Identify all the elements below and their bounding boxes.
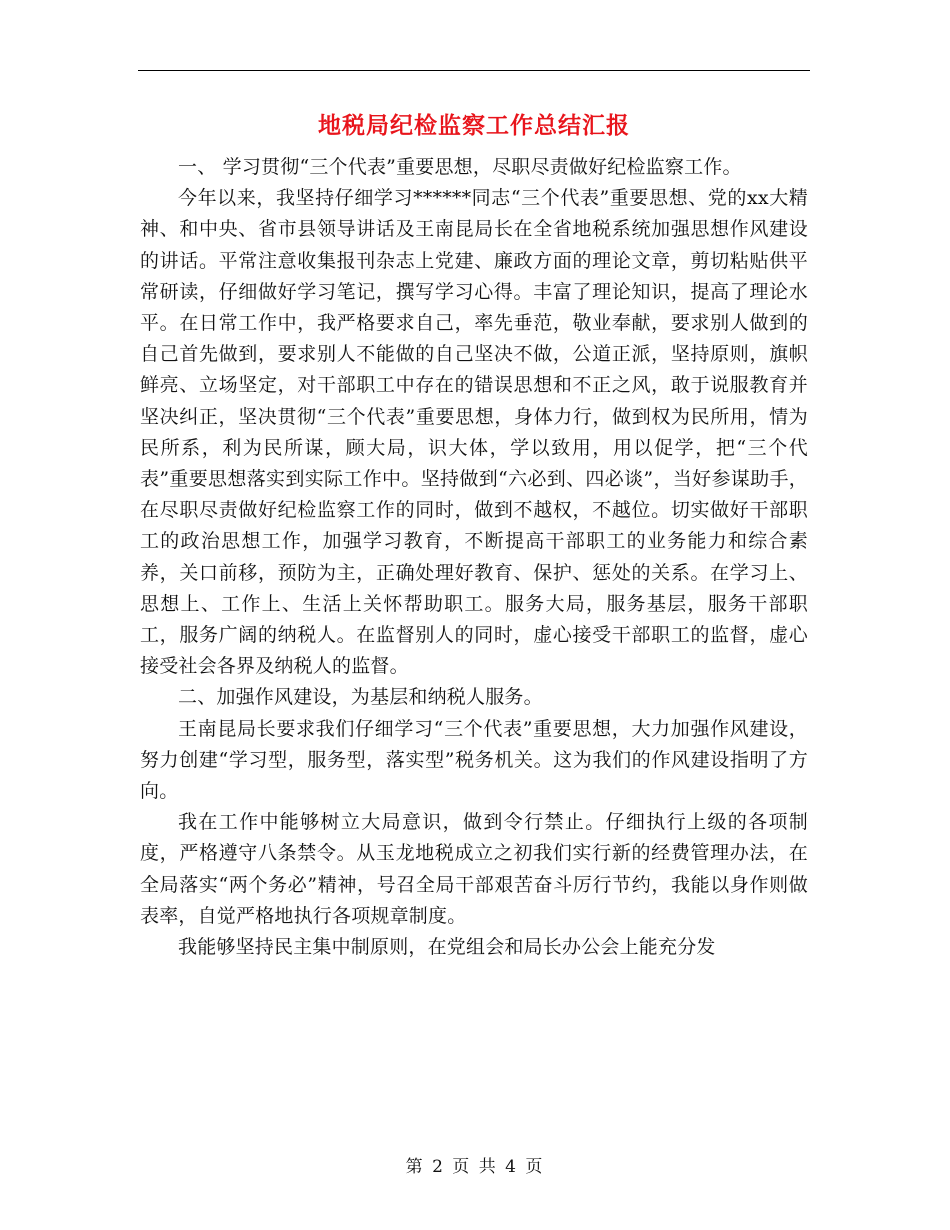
paragraph-democratic-centralism: 我能够坚持民主集中制原则，在党组会和局长办公会上能充分发 [178,936,716,959]
paragraph-style-building: 王南昆局长要求我们仔细学习“三个代表”重要思想，大力加强作风建设，努力创建“学习型，服务型，落实型”税务机关。这为我们的作风建设指明了方向。 [140,717,808,803]
paragraph-section-one-heading: 一、 学习贯彻“三个代表”重要思想，尽职尽责做好纪检监察工作。 [178,156,742,178]
paragraph-section-two-heading: 二、加强作风建设，为基层和纳税人服务。 [178,686,543,709]
paragraph-discipline: 我在工作中能够树立大局意识，做到令行禁止。仔细执行上级的各项制度，严格遵守八条禁令。从玉龙地税成立之初我们实行新的经费管理办法，在全局落实“两个务必”精神，号召全局干部艰苦奋斗厉行节约，我能以身作则做表率，自觉严格地执行各项规章制度。 [140,811,808,927]
header-rule [138,70,810,71]
paragraph-study-summary: 今年以来，我坚持仔细学习******同志“三个代表”重要思想、党的xx大精神、和中央、省市县领导讲话及王南昆局长在全省地税系统加强思想作风建设的讲话。平常注意收集报刊杂志上党建、廉政方面的理论文章，剪切粘贴供平常研读，仔细做好学习笔记，撰写学习心得。丰富了理论知识，提高了理论水平。在日常工作中，我严格要求自己，率先垂范，敬业奉献，要求别人做到的自己首先做到，要求别人不能做的自己坚决不做，公道正派，坚持原则，旗帜鲜亮、立场坚定，对干部职工中存在的错误思想和不正之风，敢于说服教育并坚决纠正，坚决贯彻“三个代表”重要思想，身体力行，做到权为民所用，情为民所系，利为民所谋，顾大局，识大体，学以致用，用以促学，把“三个代表”重要思想落实到实际工作中。坚持做到“六必到、四必谈”，当好参谋助手，在尽职尽责做好纪检监察工作的同时，做到不越权，不越位。切实做好干部职工的政治思想工作，加强学习教育，不断提高干部职工的业务能力和综合素养，关口前移，预防为主，正确处理好教育、保护、惩处的关系。在学习上、思想上、工作上、生活上关怀帮助职工。服务大局，服务基层，服务干部职工，服务广阔的纳税人。在监督别人的同时，虚心接受干部职工的监督，虚心接受社会各界及纳税人的监督。 [140,187,808,678]
document-title: 地税局纪检监察工作总结汇报 [318,112,630,139]
page-footer: 第 2 页 共 4 页 [405,1157,545,1177]
document-body [140,152,808,963]
